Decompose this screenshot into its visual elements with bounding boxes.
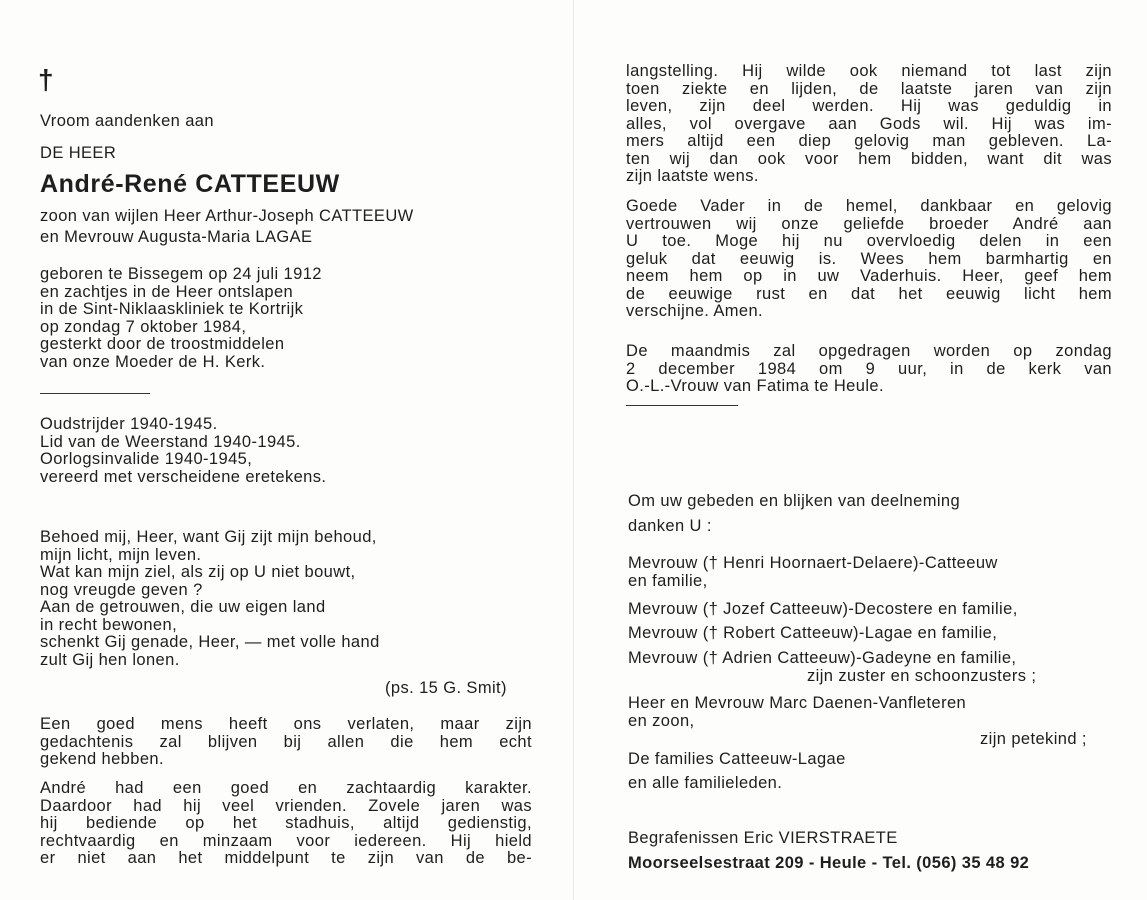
psalm-verse	[40, 529, 380, 669]
thanks-line: Om uw gebeden en blijken van deelneming	[628, 492, 961, 510]
honour-line: Oorlogsinvalide 1940-1945,	[40, 450, 253, 468]
paragraph-line: ten wij dan ook voor hem bidden, want dit was	[626, 149, 1112, 168]
paragraph-line: rechtvaardig en minzaam voor iedereen. Hij hield	[40, 831, 532, 850]
psalm-line: in recht bewonen,	[40, 615, 178, 634]
paragraph-line: gekend hebben.	[40, 750, 164, 768]
paragraph-line: U toe. Moge hij nu overvloedig delen in een	[626, 232, 1112, 250]
parents-block	[40, 208, 414, 246]
paragraph-line: leven, zijn deel werden. Hij was geduldig in	[626, 97, 1112, 115]
honours-block	[40, 416, 326, 486]
psalm-line: mijn licht, mijn leven.	[40, 545, 202, 564]
paragraph-line: Daardoor had hij veel vrienden. Zovele jaren was	[40, 796, 532, 815]
paragraph-line: gedachtenis zal blijven bij allen die hem echt	[40, 732, 532, 751]
psalm-line: schenkt Gij genade, Heer, — met volle hand	[40, 633, 380, 651]
life-line: van onze Moeder de H. Kerk.	[40, 352, 266, 371]
paragraph-line: verschijne. Amen.	[626, 302, 764, 320]
paragraph-line: André had een goed en zachtaardig karakter.	[40, 779, 532, 797]
life-details	[40, 266, 322, 371]
divider	[626, 405, 738, 406]
family-line: Mevrouw († Henri Hoornaert-Delaere)-Catteeuw	[628, 554, 998, 572]
life-line: gesterkt door de troostmiddelen	[40, 335, 285, 353]
family-line: zijn petekind ;	[980, 730, 1087, 748]
family-line: en zoon,	[628, 712, 695, 730]
paragraph-line: de eeuwige rust en dat het eeuwig licht hem	[626, 284, 1112, 303]
paragraph-line: De maandmis zal opgedragen worden op zondag	[626, 342, 1112, 360]
family-line: Mevrouw († Robert Catteeuw)-Lagae en familie,	[628, 624, 998, 642]
family-line: Heer en Mevrouw Marc Daenen-Vanfleteren	[628, 694, 967, 712]
paragraph-line: Een goed mens heeft ons verlaten, maar zijn	[40, 715, 532, 733]
honour-line: Oudstrijder 1940-1945.	[40, 415, 218, 433]
paragraph-line: er niet aan het middelpunt te zijn van de be-	[40, 849, 532, 867]
card-fold	[573, 0, 574, 900]
cross-symbol: †	[38, 64, 54, 95]
family-line: De families Catteeuw-Lagae	[628, 750, 846, 768]
paragraph-line: vertrouwen wij onze geliefde broeder André aan	[626, 214, 1112, 233]
tribute-paragraph-2	[40, 780, 532, 868]
honour-line: Lid van de Weerstand 1940-1945.	[40, 432, 301, 451]
psalm-line: Wat kan mijn ziel, als zij op U niet bouwt,	[40, 563, 356, 581]
psalm-source: (ps. 15 G. Smit)	[385, 679, 507, 697]
paragraph-line: hij bediende op het stadhuis, altijd gedienstig,	[40, 814, 532, 832]
honour-line: vereerd met verscheidene eretekens.	[40, 467, 327, 486]
paragraph-line: langstelling. Hij wilde ook niemand tot last zijn	[626, 62, 1112, 80]
paragraph-line: mers altijd een diep gelovig man gebleven. La-	[626, 132, 1112, 150]
paragraph-line: 2 december 1984 om 9 uur, in de kerk van	[626, 359, 1112, 378]
divider	[40, 393, 150, 394]
life-line: en zachtjes in de Heer ontslapen	[40, 282, 294, 301]
parents-line: zoon van wijlen Heer Arthur-Joseph CATTEEUW	[40, 207, 414, 225]
prayer-paragraph	[626, 198, 1112, 321]
family-line: Mevrouw († Adrien Catteeuw)-Gadeyne en familie,	[628, 649, 1017, 667]
psalm-line: Behoed mij, Heer, want Gij zijt mijn behoud,	[40, 528, 377, 546]
parents-line: en Mevrouw Augusta-Maria LAGAE	[40, 227, 313, 246]
paragraph-line: alles, vol overgave aan Gods wil. Hij was im-	[626, 114, 1112, 133]
paragraph-line: geluk dat eeuwig is. Wees hem barmhartig en	[626, 249, 1112, 268]
paragraph-line: neem hem op in uw Vaderhuis. Heer, geef hem	[626, 267, 1112, 285]
psalm-line: zult Gij hen lonen.	[40, 650, 180, 669]
intro-text: Vroom aandenken aan	[40, 112, 214, 130]
tribute-paragraph-1	[40, 716, 532, 769]
paragraph-line: Goede Vader in de hemel, dankbaar en gelovig	[626, 197, 1112, 215]
undertaker-name: Begrafenissen Eric VIERSTRAETE	[628, 829, 898, 847]
life-line: in de Sint-Niklaaskliniek te Kortrijk	[40, 300, 304, 318]
thanks-block	[628, 493, 960, 535]
deceased-name: André-René CATTEEUW	[40, 170, 340, 198]
paragraph-line: toen ziekte en lijden, de laatste jaren van zijn	[626, 79, 1112, 98]
family-line: Mevrouw († Jozef Catteeuw)-Decostere en familie,	[628, 600, 1018, 618]
psalm-line: Aan de getrouwen, die uw eigen land	[40, 598, 326, 616]
life-line: op zondag 7 oktober 1984,	[40, 317, 247, 336]
mass-announcement	[626, 343, 1112, 396]
family-line: en alle familieleden.	[628, 774, 783, 792]
family-line: zijn zuster en schoonzusters ;	[807, 667, 1037, 685]
honorific-title: DE HEER	[40, 144, 117, 162]
paragraph-line: zijn laatste wens.	[626, 167, 759, 185]
thanks-line: danken U :	[628, 516, 712, 535]
family-line: en familie,	[628, 572, 708, 590]
tribute-paragraph-3	[626, 63, 1112, 186]
undertaker-address: Moorseelsestraat 209 - Heule - Tel. (056) 35 48 92	[628, 854, 1030, 872]
psalm-line: nog vreugde geven ?	[40, 580, 203, 599]
life-line: geboren te Bissegem op 24 juli 1912	[40, 265, 322, 283]
paragraph-line: O.-L.-Vrouw van Fatima te Heule.	[626, 377, 884, 395]
